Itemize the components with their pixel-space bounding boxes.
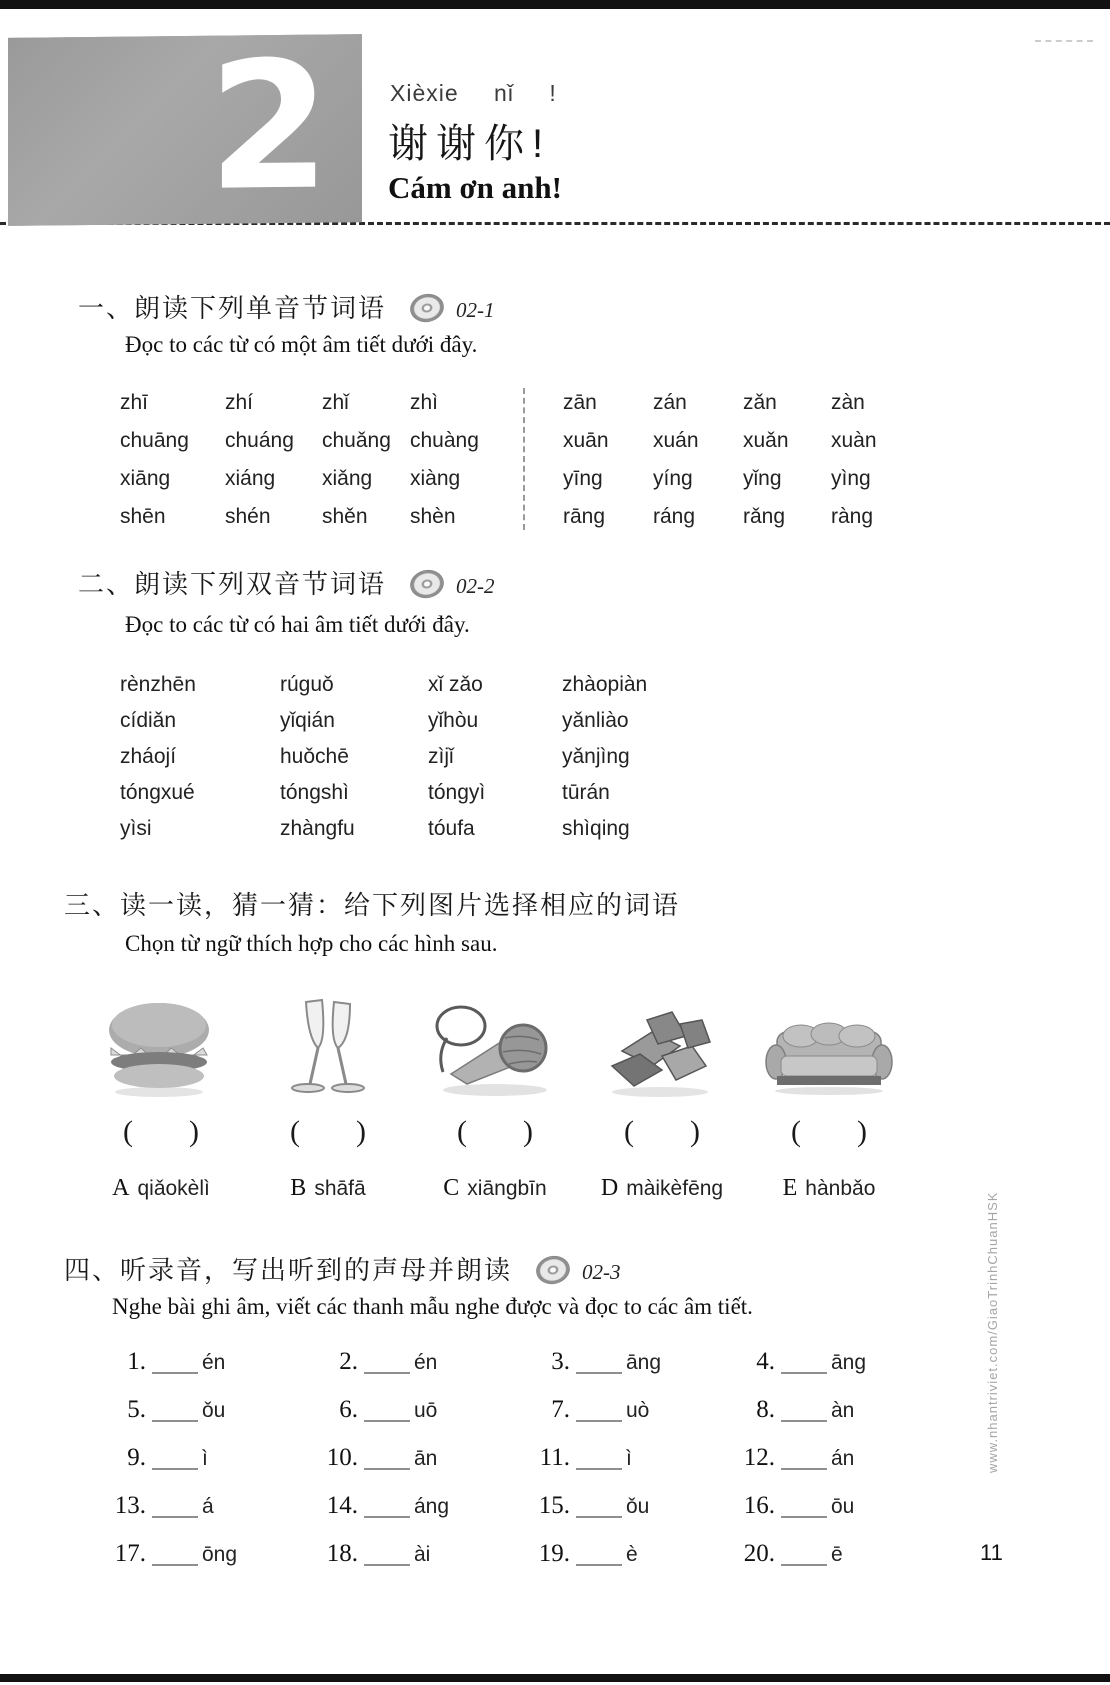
pinyin-cell: yǎnjìng xyxy=(562,745,630,768)
answer-blank-parens xyxy=(624,1115,700,1149)
answer-blank-parens xyxy=(791,1115,867,1149)
pinyin-cell: xiāng xyxy=(120,467,171,490)
answer-blank xyxy=(781,1546,827,1566)
item-number: 17. xyxy=(114,1540,146,1567)
cd-icon xyxy=(407,291,446,325)
section2-heading xyxy=(78,564,495,601)
microphone-image xyxy=(425,996,565,1101)
paren-close: ) xyxy=(523,1115,533,1148)
answer-blank xyxy=(152,1498,198,1518)
listening-item xyxy=(727,1444,927,1474)
section4-audio-label: 02-3 xyxy=(582,1260,621,1284)
item-final: uō xyxy=(414,1399,438,1422)
answer-blank xyxy=(364,1450,410,1470)
pinyin-cell: shěn xyxy=(322,505,368,528)
option-word: xiāngbīn xyxy=(467,1177,547,1200)
item-number: 9. xyxy=(127,1444,146,1471)
figure-item xyxy=(85,996,237,1202)
pinyin-cell: shìqing xyxy=(562,817,630,840)
pinyin-cell: chuāng xyxy=(120,429,189,452)
pinyin-cell: tóufa xyxy=(428,817,475,840)
item-final: ǒu xyxy=(202,1399,226,1422)
paren-close: ) xyxy=(690,1115,700,1148)
section1-table-right xyxy=(563,390,911,530)
listening-item xyxy=(522,1492,727,1522)
option-word: shāfā xyxy=(314,1177,366,1200)
option-letter: A xyxy=(112,1175,130,1201)
pinyin-cell: chuáng xyxy=(225,429,294,452)
lesson-number-box xyxy=(8,23,362,230)
paren-open: ( xyxy=(123,1115,133,1148)
top-edge-bar xyxy=(0,0,1110,9)
item-final: á xyxy=(202,1495,214,1518)
pinyin-cell: yǎnliào xyxy=(562,709,629,732)
pinyin-cell: yīng xyxy=(563,467,603,490)
pinyin-cell: tóngxué xyxy=(120,781,195,804)
answer-blank xyxy=(364,1498,410,1518)
listening-item xyxy=(727,1540,927,1570)
item-final: ōu xyxy=(831,1495,855,1518)
bottom-edge-bar xyxy=(0,1674,1110,1682)
pinyin-cell: zháojí xyxy=(120,745,177,768)
pinyin-cell: yìsi xyxy=(120,817,152,840)
answer-blank xyxy=(781,1498,827,1518)
section3-heading xyxy=(64,885,680,922)
item-number: 10. xyxy=(326,1444,358,1471)
answer-blank xyxy=(152,1402,198,1422)
listening-item xyxy=(310,1540,522,1570)
pinyin-cell: zhì xyxy=(410,391,439,414)
item-number: 20. xyxy=(743,1540,775,1567)
pinyin-cell: xuàn xyxy=(831,429,877,452)
item-number: 1. xyxy=(127,1348,146,1375)
section1-audio-label: 02-1 xyxy=(456,298,495,322)
pinyin-cell: rǎng xyxy=(743,505,786,528)
section4-instruction: Nghe bài ghi âm, viết các thanh mẫu nghe được và đọc to các âm tiết. xyxy=(112,1294,753,1319)
section4-heading xyxy=(64,1250,621,1287)
pinyin-cell: shén xyxy=(225,505,271,528)
item-final: ì xyxy=(202,1447,208,1470)
option-word: hànbǎo xyxy=(805,1177,876,1200)
item-number: 7. xyxy=(551,1396,570,1423)
section3-heading-text: 三、读一读，猜一猜：给下列图片选择相应的词语 xyxy=(64,890,681,920)
item-number: 12. xyxy=(743,1444,775,1471)
item-number: 13. xyxy=(114,1492,146,1519)
item-number: 14. xyxy=(326,1492,358,1519)
answer-blank xyxy=(781,1402,827,1422)
listening-item xyxy=(310,1492,522,1522)
section1-heading-text: 一、朗读下列单音节词语 xyxy=(78,293,387,323)
listening-item xyxy=(310,1396,522,1426)
chocolate-image xyxy=(592,996,732,1101)
pinyin-cell: zhàopiàn xyxy=(562,673,648,696)
pinyin-cell: zhǐ xyxy=(322,391,349,414)
pinyin-cell: yǐqián xyxy=(280,709,335,732)
section3-instruction: Chọn từ ngữ thích hợp cho các hình sau. xyxy=(125,931,498,956)
option-label xyxy=(290,1175,365,1202)
item-final: āng xyxy=(831,1351,867,1374)
pinyin-cell: zhí xyxy=(225,391,254,414)
pinyin-cell: zhàngfu xyxy=(280,817,355,840)
option-letter: B xyxy=(290,1175,307,1201)
pinyin-cell: cídiǎn xyxy=(120,709,177,732)
item-number: 5. xyxy=(127,1396,146,1423)
item-final: ē xyxy=(831,1543,843,1566)
pinyin-cell: zàn xyxy=(831,391,865,414)
item-final: ài xyxy=(414,1543,431,1566)
figure-item xyxy=(419,996,571,1202)
section1-heading xyxy=(78,288,495,325)
pinyin-cell: xiáng xyxy=(225,467,276,490)
item-number: 3. xyxy=(551,1348,570,1375)
pinyin-cell: xuān xyxy=(563,429,609,452)
item-number: 8. xyxy=(756,1396,775,1423)
item-final: án xyxy=(831,1447,855,1470)
section4-heading-text: 四、听录音，写出听到的声母并朗读 xyxy=(64,1255,513,1285)
section2-table xyxy=(120,672,682,842)
pinyin-cell: tóngyì xyxy=(428,781,486,804)
option-word: màikèfēng xyxy=(626,1177,724,1200)
hamburger-image xyxy=(91,996,231,1101)
pinyin-cell: ràng xyxy=(831,505,874,528)
section2-instruction: Đọc to các từ có hai âm tiết dưới đây. xyxy=(125,612,470,637)
lesson-number: 2 xyxy=(208,23,331,230)
pinyin-cell: xuán xyxy=(653,429,699,452)
pinyin-cell: shēn xyxy=(120,505,166,528)
paren-open: ( xyxy=(791,1115,801,1148)
option-label xyxy=(443,1175,546,1202)
listening-item xyxy=(522,1540,727,1570)
option-word: qiǎokèlì xyxy=(137,1177,210,1200)
champagne-glasses-image xyxy=(258,996,398,1101)
paren-close: ) xyxy=(857,1115,867,1148)
listening-item xyxy=(522,1396,727,1426)
pinyin-cell: chuǎng xyxy=(322,429,391,452)
listening-item xyxy=(310,1444,522,1474)
option-letter: D xyxy=(600,1175,619,1201)
answer-blank xyxy=(781,1450,827,1470)
pinyin-cell: yǐng xyxy=(743,467,782,490)
table-divider xyxy=(523,388,525,530)
item-final: āng xyxy=(626,1351,662,1374)
section1-table-left xyxy=(120,390,490,530)
section2-audio-label: 02-2 xyxy=(456,574,495,598)
lesson-title-vietnamese: Cám ơn anh! xyxy=(388,170,562,205)
item-final: én xyxy=(414,1351,438,1374)
listening-item xyxy=(310,1348,522,1378)
item-final: ǒu xyxy=(626,1495,650,1518)
item-number: 11. xyxy=(539,1444,570,1471)
paren-open: ( xyxy=(624,1115,634,1148)
listening-item xyxy=(522,1444,727,1474)
item-final: ōng xyxy=(202,1543,238,1566)
answer-blank xyxy=(576,1402,622,1422)
cd-icon xyxy=(407,567,446,601)
pinyin-cell: yìng xyxy=(831,467,871,490)
item-final: én xyxy=(202,1351,226,1374)
scan-artifact-dashes xyxy=(1035,40,1093,42)
section1-instruction: Đọc to các từ có một âm tiết dưới đây. xyxy=(125,332,478,357)
option-label xyxy=(601,1175,723,1202)
paren-close: ) xyxy=(356,1115,366,1148)
answer-blank xyxy=(152,1450,198,1470)
figure-item xyxy=(252,996,404,1202)
listening-item xyxy=(522,1348,727,1378)
answer-blank xyxy=(576,1450,622,1470)
figure-item xyxy=(753,996,905,1202)
listening-item xyxy=(98,1396,310,1426)
pinyin-cell: rúguǒ xyxy=(280,673,334,696)
item-number: 4. xyxy=(756,1348,775,1375)
margin-watermark: www.nhantriviet.com/GiaoTrinhChuanHSK xyxy=(985,1191,1000,1473)
section3-figures xyxy=(85,996,905,1202)
answer-blank xyxy=(781,1354,827,1374)
listening-item xyxy=(727,1492,927,1522)
pinyin-cell: zǎn xyxy=(743,391,777,414)
pinyin-cell: xuǎn xyxy=(743,429,789,452)
option-label xyxy=(112,1175,210,1202)
answer-blank xyxy=(364,1546,410,1566)
paren-open: ( xyxy=(457,1115,467,1148)
listening-item xyxy=(98,1348,310,1378)
pinyin-cell: huǒchē xyxy=(280,745,349,768)
option-letter: C xyxy=(443,1175,460,1201)
section2-heading-text: 二、朗读下列双音节词语 xyxy=(78,569,387,599)
item-number: 15. xyxy=(538,1492,570,1519)
item-number: 18. xyxy=(326,1540,358,1567)
lesson-title-chinese: 谢谢你! xyxy=(388,122,552,166)
figure-item xyxy=(586,996,738,1202)
pinyin-cell: zán xyxy=(653,391,687,414)
answer-blank-parens xyxy=(457,1115,533,1149)
item-final: uò xyxy=(626,1399,650,1422)
pinyin-cell: rāng xyxy=(563,505,606,528)
answer-blank xyxy=(576,1546,622,1566)
item-number: 2. xyxy=(339,1348,358,1375)
listening-item xyxy=(98,1540,310,1570)
listening-item xyxy=(98,1444,310,1474)
answer-blank xyxy=(152,1354,198,1374)
section4-items xyxy=(98,1348,927,1570)
answer-blank xyxy=(364,1354,410,1374)
listening-item xyxy=(98,1492,310,1522)
item-final: ān xyxy=(414,1447,438,1470)
lesson-title-pinyin: Xièxie nǐ ! xyxy=(390,80,557,106)
cd-icon xyxy=(533,1253,572,1287)
page-number: 11 xyxy=(980,1540,1003,1565)
pinyin-cell: zān xyxy=(563,391,597,414)
answer-blank-parens xyxy=(123,1115,199,1149)
answer-blank xyxy=(152,1546,198,1566)
answer-blank xyxy=(576,1354,622,1374)
paren-open: ( xyxy=(290,1115,300,1148)
item-final: àn xyxy=(831,1399,855,1422)
pinyin-cell: shèn xyxy=(410,505,456,528)
item-number: 16. xyxy=(743,1492,775,1519)
item-final: ì xyxy=(626,1447,632,1470)
item-final: è xyxy=(626,1543,638,1566)
pinyin-cell: zhī xyxy=(120,391,149,414)
item-number: 19. xyxy=(538,1540,570,1567)
item-final: áng xyxy=(414,1495,450,1518)
pinyin-cell: xiàng xyxy=(410,467,461,490)
pinyin-cell: tóngshì xyxy=(280,781,349,804)
listening-item xyxy=(727,1348,927,1378)
paren-close: ) xyxy=(189,1115,199,1148)
pinyin-cell: chuàng xyxy=(410,429,479,452)
pinyin-cell: xǐ zǎo xyxy=(428,673,483,696)
pinyin-cell: rènzhēn xyxy=(120,673,196,696)
pinyin-cell: yǐhòu xyxy=(428,709,479,732)
answer-blank-parens xyxy=(290,1115,366,1149)
sofa-image xyxy=(759,996,899,1101)
option-letter: E xyxy=(782,1175,798,1201)
pinyin-cell: zìjǐ xyxy=(428,745,454,768)
answer-blank xyxy=(576,1498,622,1518)
item-number: 6. xyxy=(339,1396,358,1423)
pinyin-cell: tūrán xyxy=(562,781,610,804)
pinyin-cell: ráng xyxy=(653,505,696,528)
answer-blank xyxy=(364,1402,410,1422)
listening-item xyxy=(727,1396,927,1426)
option-label xyxy=(783,1175,876,1202)
pinyin-cell: yíng xyxy=(653,467,693,490)
pinyin-cell: xiǎng xyxy=(322,467,373,490)
